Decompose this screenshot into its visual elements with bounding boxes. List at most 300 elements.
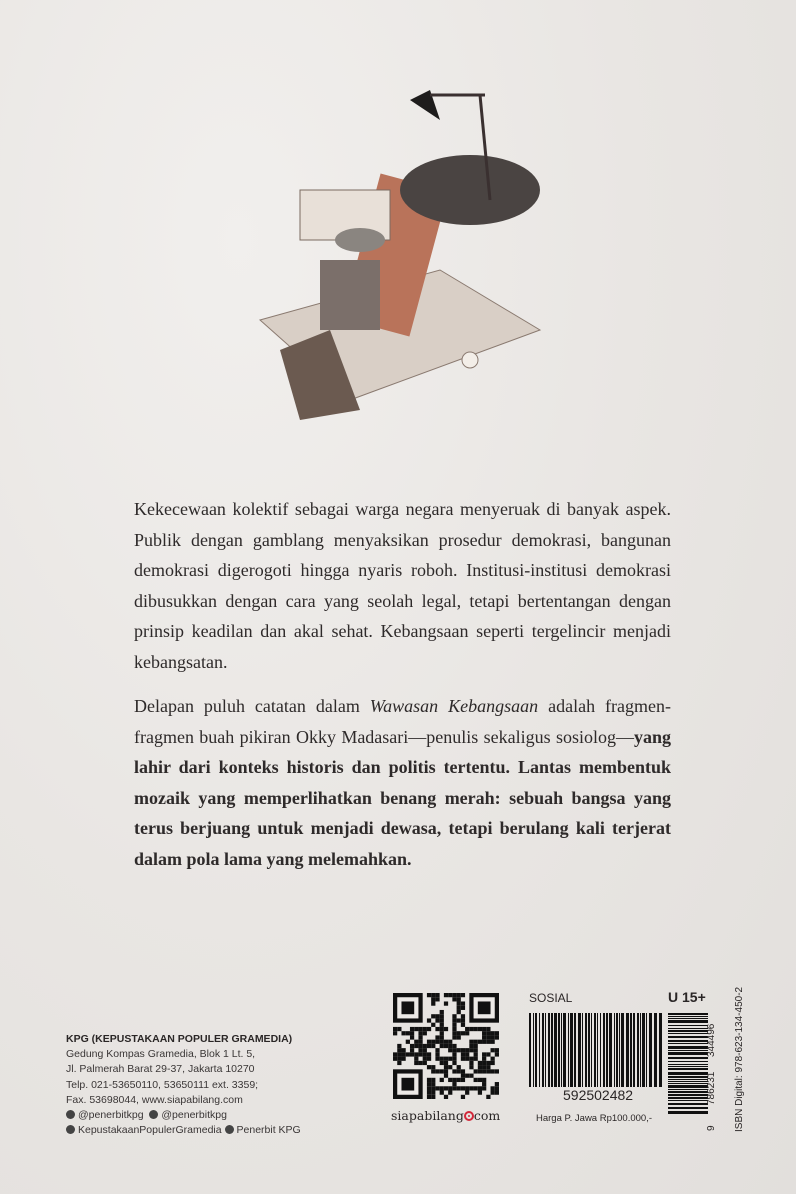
- qr-module: [444, 1065, 448, 1069]
- qr-module: [478, 1061, 482, 1065]
- qr-module: [486, 1061, 490, 1065]
- barcode-bar: [668, 1107, 708, 1109]
- qr-module: [469, 1086, 473, 1090]
- qr-module: [414, 1044, 418, 1048]
- qr-module: [440, 1057, 444, 1061]
- qr-module: [418, 1031, 422, 1035]
- barcode-bar: [561, 1013, 562, 1087]
- qr-module: [486, 1065, 490, 1069]
- barcode-bar: [668, 1066, 708, 1067]
- qr-module: [486, 1069, 490, 1073]
- barcode-bar: [533, 1013, 534, 1087]
- qr-module: [414, 1057, 418, 1061]
- barcode-bar: [597, 1013, 598, 1087]
- qr-module: [457, 1065, 461, 1069]
- qr-module: [478, 1040, 482, 1044]
- qr-code: [393, 993, 499, 1099]
- qr-module: [461, 1074, 465, 1078]
- qr-module: [440, 1044, 444, 1048]
- barcode-bar: [646, 1013, 647, 1087]
- qr-module: [457, 1010, 461, 1014]
- barcode-bar: [668, 1103, 708, 1105]
- qr-module: [469, 1044, 473, 1048]
- barcode-bar: [668, 1097, 708, 1099]
- qr-module: [482, 1086, 486, 1090]
- qr-module: [469, 1065, 473, 1069]
- qr-module: [427, 1044, 431, 1048]
- qr-module: [478, 1078, 482, 1082]
- address-line: Gedung Kompas Gramedia, Blok 1 Lt. 5,: [66, 1048, 256, 1061]
- social-icon: [225, 1125, 234, 1134]
- address-line: Jl. Palmerah Barat 29-37, Jakarta 10270: [66, 1063, 255, 1076]
- qr-module: [431, 1065, 435, 1069]
- qr-module: [448, 1078, 452, 1082]
- blurb-text: adalah fragmen-fragmen buah pikiran Okky Madasari—penulis sekaligus sosiolog—: [134, 696, 671, 747]
- age-rating: U 15+: [668, 989, 706, 1005]
- barcode-bar: [640, 1013, 641, 1087]
- qr-module: [418, 1027, 422, 1031]
- qr-module: [465, 1086, 469, 1090]
- qr-module: [440, 1069, 444, 1073]
- qr-module: [482, 1061, 486, 1065]
- barcode-bar: [588, 1013, 590, 1087]
- qr-module: [440, 1035, 444, 1039]
- qr-module: [440, 1010, 444, 1014]
- qr-module: [474, 1052, 478, 1056]
- qr-module: [406, 1052, 410, 1056]
- qr-module: [440, 1031, 444, 1035]
- barcode-bar: [529, 1013, 531, 1087]
- site-tld: com: [473, 1108, 501, 1123]
- instagram-handle: @penerbitkpg: [78, 1109, 144, 1122]
- site-name: siapabilang: [391, 1108, 464, 1123]
- qr-module: [423, 1057, 427, 1061]
- qr-module: [410, 1048, 414, 1052]
- qr-module: [495, 1031, 499, 1035]
- qr-module: [444, 1044, 448, 1048]
- qr-module: [444, 1086, 448, 1090]
- barcode-bar: [621, 1013, 624, 1087]
- price-label: Harga P. Jawa Rp100.000,-: [536, 1113, 653, 1124]
- barcode-bar: [600, 1013, 601, 1087]
- barcode-bar: [574, 1013, 576, 1087]
- qr-module: [452, 1082, 456, 1086]
- qr-module: [435, 1035, 439, 1039]
- barcode-bar: [558, 1013, 560, 1087]
- qr-module: [406, 1040, 410, 1044]
- qr-module: [397, 1052, 401, 1056]
- barcode-bar: [616, 1013, 618, 1087]
- qr-module: [482, 1082, 486, 1086]
- qr-module: [465, 1057, 469, 1061]
- qr-module: [457, 1001, 461, 1005]
- barcode-bar: [668, 1064, 708, 1065]
- qr-module: [482, 1052, 486, 1056]
- qr-module: [452, 1014, 456, 1018]
- cover-illustration: [240, 80, 560, 420]
- barcode-bar: [668, 1050, 708, 1051]
- barcode-bar: [554, 1013, 557, 1087]
- qr-module: [461, 1031, 465, 1035]
- qr-module: [435, 1057, 439, 1061]
- blurb-paragraph-2: [134, 691, 671, 874]
- blurb-text: Delapan puluh catatan dalam: [134, 696, 370, 716]
- qr-module: [444, 993, 448, 997]
- qr-module: [401, 1031, 405, 1035]
- qr-module: [469, 1048, 473, 1052]
- facebook-icon: [66, 1125, 75, 1134]
- qr-module: [393, 1027, 397, 1031]
- qr-module: [452, 1018, 456, 1022]
- qr-module: [418, 1048, 422, 1052]
- barcode-bar: [668, 1068, 708, 1070]
- qr-module: [461, 993, 465, 997]
- qr-module: [440, 1086, 444, 1090]
- qr-module: [486, 1095, 490, 1099]
- barcode-bar: [668, 1100, 708, 1101]
- qr-module: [461, 1057, 465, 1061]
- barcode-bar: [642, 1013, 645, 1087]
- qr-module: [431, 1044, 435, 1048]
- qr-module: [448, 1091, 452, 1095]
- barcode-bar: [637, 1013, 639, 1087]
- qr-module: [461, 1048, 465, 1052]
- qr-module: [461, 1095, 465, 1099]
- qr-module: [461, 1001, 465, 1005]
- barcode-number: 592502482: [563, 1087, 634, 1103]
- qr-module: [393, 1057, 397, 1061]
- barcode-bar: [578, 1013, 581, 1087]
- barcode-bar: [668, 1061, 708, 1062]
- qr-module: [431, 1091, 435, 1095]
- qr-module: [457, 1086, 461, 1090]
- qr-module: [444, 1069, 448, 1073]
- qr-module: [410, 1044, 414, 1048]
- barcode-bar: [654, 1013, 657, 1087]
- qr-module: [435, 1014, 439, 1018]
- qr-module: [457, 1031, 461, 1035]
- barcode-bar: [668, 1085, 708, 1088]
- qr-module: [495, 1091, 499, 1095]
- qr-module: [427, 1086, 431, 1090]
- barcode-bar: [668, 1025, 708, 1026]
- qr-module: [452, 1061, 456, 1065]
- qr-module: [495, 1052, 499, 1056]
- qr-module: [491, 1035, 495, 1039]
- qr-module: [401, 1048, 405, 1052]
- phone-line: Telp. 021-53650110, 53650111 ext. 3359;: [66, 1078, 259, 1091]
- qr-module: [397, 1044, 401, 1048]
- qr-module: [482, 1078, 486, 1082]
- qr-module: [465, 1048, 469, 1052]
- barcode-bar: [649, 1013, 652, 1087]
- qr-module: [495, 1048, 499, 1052]
- qr-module: [431, 997, 435, 1001]
- qr-module: [440, 1027, 444, 1031]
- qr-module: [423, 1027, 427, 1031]
- barcode-bar: [619, 1013, 620, 1087]
- qr-module: [457, 1018, 461, 1022]
- barcode-bar: [668, 1043, 708, 1044]
- qr-module: [397, 1027, 401, 1031]
- qr-module: [427, 1065, 431, 1069]
- qr-module: [448, 1057, 452, 1061]
- qr-module: [474, 1044, 478, 1048]
- qr-module: [397, 1061, 401, 1065]
- qr-module: [465, 1052, 469, 1056]
- publisher-info: [66, 1032, 301, 1138]
- barcode-bar: [668, 1018, 708, 1019]
- qr-module: [457, 997, 461, 1001]
- qr-module: [423, 1061, 427, 1065]
- qr-module: [482, 1040, 486, 1044]
- qr-module: [495, 1086, 499, 1090]
- qr-module: [444, 1057, 448, 1061]
- qr-module: [435, 1052, 439, 1056]
- barcode-bar: [668, 1020, 708, 1023]
- qr-module: [427, 1052, 431, 1056]
- qr-module: [491, 1069, 495, 1073]
- qr-module: [418, 1061, 422, 1065]
- qr-module: [418, 1035, 422, 1039]
- qr-module: [418, 1044, 422, 1048]
- qr-module: [452, 1086, 456, 1090]
- blurb: [134, 494, 671, 888]
- barcode-bar: [668, 1036, 708, 1038]
- qr-module: [452, 1048, 456, 1052]
- qr-module: [435, 1018, 439, 1022]
- qr-module: [444, 1095, 448, 1099]
- qr-module: [461, 1086, 465, 1090]
- qr-module: [414, 1040, 418, 1044]
- barcode-bar: [668, 1081, 708, 1082]
- qr-module: [410, 1031, 414, 1035]
- barcode-bar: [630, 1013, 632, 1087]
- qr-module: [486, 1052, 490, 1056]
- qr-module: [431, 993, 435, 997]
- qr-module: [491, 1057, 495, 1061]
- qr-module: [478, 1086, 482, 1090]
- barcode-bar: [659, 1013, 662, 1087]
- qr-module: [452, 1078, 456, 1082]
- qr-module: [435, 1069, 439, 1073]
- qr-finder-center: [401, 1078, 414, 1091]
- qr-module: [474, 1069, 478, 1073]
- qr-module: [461, 1018, 465, 1022]
- qr-module: [423, 1031, 427, 1035]
- barcode-bar: [668, 1079, 708, 1080]
- qr-module: [448, 993, 452, 997]
- qr-module: [423, 1052, 427, 1056]
- fax-line: Fax. 53698044, www.siapabilang.com: [66, 1093, 243, 1106]
- barcode-bar: [668, 1111, 708, 1114]
- barcode-bar: [542, 1013, 544, 1087]
- qr-module: [401, 1057, 405, 1061]
- isbn-digital: ISBN Digital: 978-623-134-450-2: [734, 986, 745, 1132]
- barcode-bar: [570, 1013, 573, 1087]
- qr-module: [491, 1031, 495, 1035]
- qr-module: [448, 1048, 452, 1052]
- qr-module: [461, 1052, 465, 1056]
- qr-module: [435, 1048, 439, 1052]
- qr-module: [427, 1018, 431, 1022]
- barcode-bar: [606, 1013, 608, 1087]
- qr-module: [427, 1095, 431, 1099]
- barcode-bar: [668, 1052, 708, 1055]
- qr-module: [410, 1027, 414, 1031]
- barcode-bar: [563, 1013, 566, 1087]
- at-icon: [464, 1111, 474, 1121]
- qr-module: [431, 1082, 435, 1086]
- qr-module: [482, 1069, 486, 1073]
- qr-module: [410, 1052, 414, 1056]
- qr-module: [491, 1091, 495, 1095]
- qr-module: [431, 1078, 435, 1082]
- barcode-bar: [668, 1091, 708, 1093]
- barcode-bar: [609, 1013, 612, 1087]
- barcode-bar: [603, 1013, 605, 1087]
- isbn-prefix: 9: [706, 1125, 717, 1131]
- qr-module: [482, 1065, 486, 1069]
- x-handle: @penerbitkpg: [161, 1109, 227, 1122]
- barcode-bar: [535, 1013, 537, 1087]
- qr-module: [444, 1027, 448, 1031]
- qr-module: [461, 1006, 465, 1010]
- qr-module: [495, 1035, 499, 1039]
- barcode-bar: [668, 1040, 708, 1042]
- qr-module: [469, 1057, 473, 1061]
- qr-module: [431, 1023, 435, 1027]
- qr-module: [482, 1057, 486, 1061]
- qr-module: [474, 1048, 478, 1052]
- qr-module: [427, 1091, 431, 1095]
- qr-module: [474, 1078, 478, 1082]
- qr-module: [397, 1048, 401, 1052]
- qr-module: [427, 1027, 431, 1031]
- barcode-bar: [668, 1013, 708, 1015]
- qr-module: [469, 1074, 473, 1078]
- qr-module: [431, 1040, 435, 1044]
- qr-module: [486, 1040, 490, 1044]
- qr-module: [427, 1082, 431, 1086]
- isbn-barcode: [668, 1013, 708, 1115]
- qr-module: [491, 1061, 495, 1065]
- isbn-mid: 786231: [706, 1071, 717, 1105]
- qr-module: [465, 1031, 469, 1035]
- qr-module: [431, 1014, 435, 1018]
- website-logo: [391, 1108, 500, 1123]
- qr-module: [452, 1035, 456, 1039]
- qr-module: [435, 1086, 439, 1090]
- qr-module: [414, 1052, 418, 1056]
- qr-module: [444, 1061, 448, 1065]
- category-label: SOSIAL: [529, 991, 573, 1005]
- barcode-bar: [614, 1013, 615, 1087]
- qr-module: [452, 1027, 456, 1031]
- qr-finder-center: [478, 1001, 491, 1014]
- barcode-bar: [551, 1013, 553, 1087]
- qr-module: [457, 1035, 461, 1039]
- barcode-bar: [545, 1013, 546, 1087]
- book-title: Wawasan Kebangsaan: [369, 696, 539, 716]
- barcode-bar: [668, 1089, 708, 1090]
- qr-module: [452, 993, 456, 997]
- other-handle: Penerbit KPG: [236, 1124, 301, 1137]
- barcode-bar: [548, 1013, 550, 1087]
- barcode-bar: [582, 1013, 583, 1087]
- qr-module: [491, 1048, 495, 1052]
- qr-module: [431, 1086, 435, 1090]
- qr-module: [491, 1040, 495, 1044]
- qr-module: [418, 1052, 422, 1056]
- qr-module: [427, 993, 431, 997]
- qr-module: [495, 1082, 499, 1086]
- qr-module: [452, 1023, 456, 1027]
- qr-module: [448, 1086, 452, 1090]
- qr-module: [457, 1078, 461, 1082]
- qr-module: [457, 1006, 461, 1010]
- qr-module: [423, 1048, 427, 1052]
- qr-module: [423, 1044, 427, 1048]
- isbn-end: 344496: [706, 1023, 717, 1057]
- qr-module: [393, 1052, 397, 1056]
- blurb-bold-text: yang lahir dari konteks historis dan politis tertentu. Lantas membentuk mozaik yang memperlihatkan benang merah: sebuah bangsa yang terus berjuang untuk menjadi dewasa, tetapi berulang kali terjerat dalam pola lama yang melemahkan.: [134, 726, 671, 869]
- qr-module: [457, 1069, 461, 1073]
- barcode-bar: [668, 1094, 708, 1096]
- qr-module: [461, 1078, 465, 1082]
- qr-module: [452, 1044, 456, 1048]
- price-barcode: [529, 1013, 663, 1087]
- qr-module: [435, 1027, 439, 1031]
- qr-module: [482, 1035, 486, 1039]
- qr-module: [465, 1074, 469, 1078]
- qr-module: [427, 1057, 431, 1061]
- qr-module: [435, 997, 439, 1001]
- qr-module: [444, 1074, 448, 1078]
- qr-module: [414, 1061, 418, 1065]
- facebook-handle: KepustakaanPopulerGramedia: [78, 1124, 222, 1137]
- qr-module: [440, 1014, 444, 1018]
- qr-module: [491, 1086, 495, 1090]
- isbn-barcode-digits: [706, 1013, 720, 1133]
- qr-module: [461, 1023, 465, 1027]
- qr-module: [410, 1035, 414, 1039]
- qr-module: [401, 1052, 405, 1056]
- qr-module: [482, 1031, 486, 1035]
- qr-module: [486, 1035, 490, 1039]
- barcode-bar: [591, 1013, 592, 1087]
- barcode-bar: [626, 1013, 629, 1087]
- qr-module: [461, 1014, 465, 1018]
- qr-module: [486, 1031, 490, 1035]
- qr-module: [457, 1048, 461, 1052]
- qr-module: [393, 1031, 397, 1035]
- qr-module: [474, 1027, 478, 1031]
- barcode-bar: [594, 1013, 596, 1087]
- publisher-name: KPG (KEPUSTAKAAN POPULER GRAMEDIA): [66, 1033, 293, 1045]
- qr-module: [469, 1061, 473, 1065]
- qr-module: [452, 1031, 456, 1035]
- qr-module: [465, 1027, 469, 1031]
- qr-finder-center: [401, 1001, 414, 1014]
- qr-module: [465, 1091, 469, 1095]
- qr-module: [452, 1069, 456, 1073]
- qr-module: [469, 1027, 473, 1031]
- qr-module: [427, 1040, 431, 1044]
- qr-module: [414, 1027, 418, 1031]
- qr-module: [452, 997, 456, 1001]
- qr-module: [469, 1040, 473, 1044]
